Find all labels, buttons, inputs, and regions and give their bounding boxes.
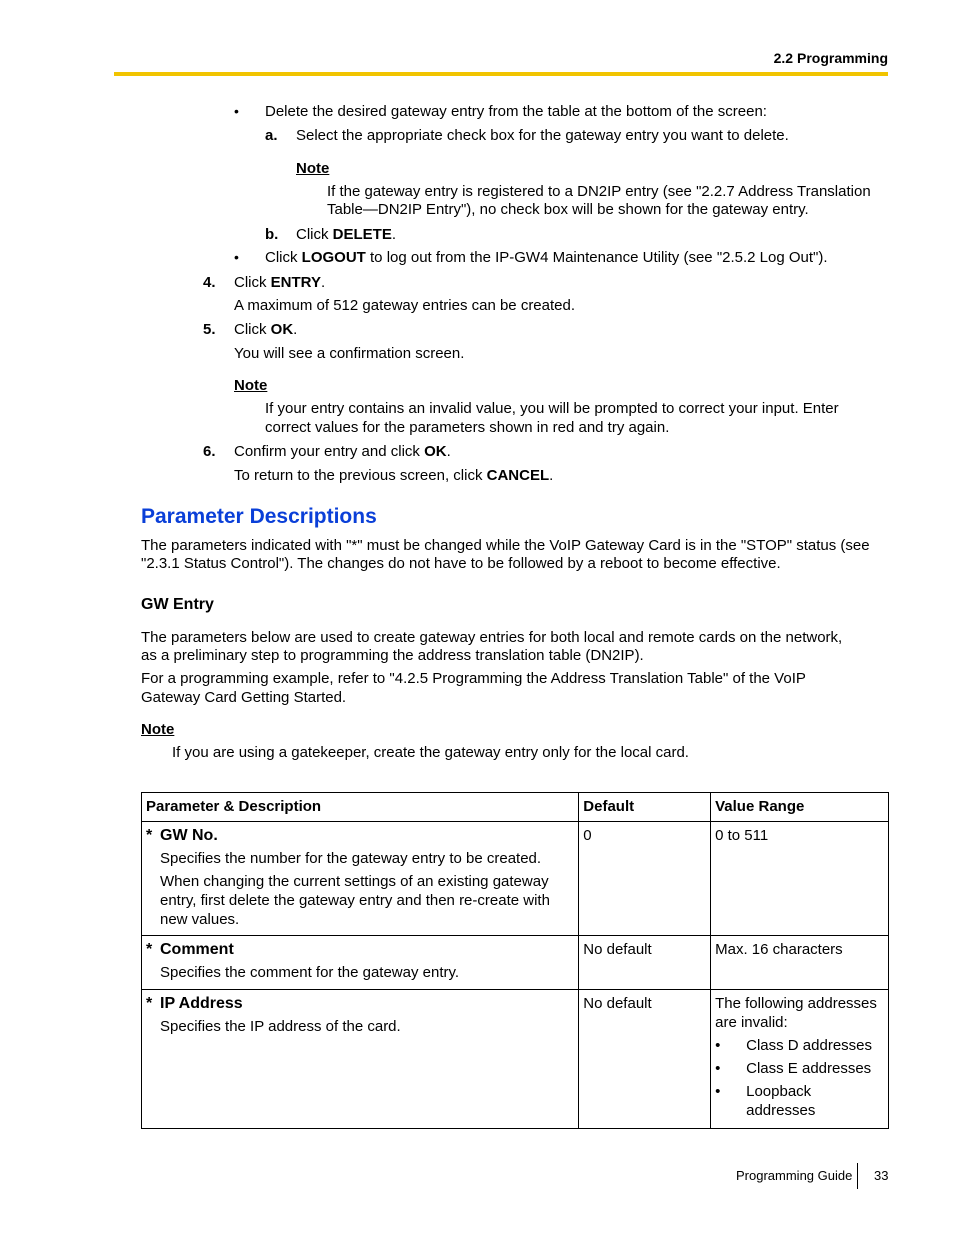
cancel-keyword: CANCEL: [486, 467, 550, 484]
text-run: .: [446, 443, 451, 460]
sub-a-marker: a.: [265, 127, 278, 144]
bullet: •: [715, 1060, 721, 1077]
intro-text: The parameters indicated with "*" must be changed while the VoIP Gateway Card is in the "STOP" status (see: [141, 537, 870, 554]
note-text: If you are using a gatekeeper, create the gateway entry only for the local card.: [172, 744, 689, 761]
range-cell: 0 to 511: [711, 822, 889, 936]
default-cell: No default: [579, 990, 711, 1129]
step-6-text: [234, 442, 451, 461]
step-5-text: [234, 320, 297, 339]
invalid-address-list: [715, 1036, 884, 1120]
text-run: Confirm your entry and click: [234, 443, 425, 460]
step-4-text: [234, 273, 325, 292]
ok-keyword: OK: [424, 443, 447, 460]
column-header: Value Range: [711, 793, 889, 822]
list-item-text: Class D addresses: [746, 1037, 873, 1054]
logout-bullet-text: [265, 248, 828, 267]
note-text: Table—DN2IP Entry"), no check box will be shown for the gateway entry.: [327, 201, 809, 218]
list-item-text: Class E addresses: [746, 1060, 872, 1077]
list-item: [715, 1036, 884, 1055]
list-item-text: Loopback addresses: [746, 1083, 816, 1119]
ok-keyword: OK: [270, 321, 294, 338]
delete-bullet-text: Delete the desired gateway entry from the table at the bottom of the screen:: [265, 103, 767, 120]
paragraph: Gateway Card Getting Started.: [141, 689, 347, 706]
parameter-title: [146, 994, 574, 1013]
step-6-detail: [234, 466, 553, 485]
note-label: Note: [234, 377, 268, 394]
required-star: *: [146, 995, 153, 1012]
header-rule: [114, 72, 888, 76]
parameter-table: [141, 792, 889, 1129]
step-number: 4.: [203, 274, 216, 291]
parameter-cell: [142, 936, 579, 990]
table-row: [142, 936, 889, 990]
list-item: [715, 1059, 884, 1078]
range-cell: [711, 990, 889, 1129]
text-run: to log out from the IP-GW4 Maintenance Utility (see "2.5.2 Log Out").: [365, 249, 828, 266]
text-run: Click: [234, 274, 271, 291]
text-run: .: [320, 274, 326, 291]
parameter-title: [146, 826, 574, 845]
list-item: [715, 1082, 884, 1120]
step-number: 5.: [203, 321, 216, 338]
sub-b-text: [296, 225, 396, 244]
footer-label: Programming Guide: [736, 1168, 853, 1183]
table-row: [142, 990, 889, 1129]
step-4-detail: A maximum of 512 gateway entries can be created.: [234, 297, 576, 314]
parameter-description: When changing the current settings of an existing gateway entry, first delete the gateway entry and then re-create with new values.: [160, 873, 550, 928]
note-text: If the gateway entry is registered to a DN2IP entry (see "2.2.7 Address Translation: [327, 183, 871, 200]
section-label: 2.2 Programming: [773, 50, 888, 66]
range-intro: The following addresses are invalid:: [715, 995, 877, 1031]
bullet: •: [234, 249, 239, 265]
text-run: To return to the previous screen, click: [234, 467, 487, 484]
parameter-description: Specifies the number for the gateway entry to be created.: [160, 850, 542, 867]
footer-divider: [857, 1163, 858, 1189]
note-label: Note: [296, 160, 330, 177]
default-cell: No default: [579, 936, 711, 990]
section-heading: Parameter Descriptions: [141, 505, 377, 528]
parameter-name: IP Address: [160, 995, 243, 1012]
note-text: correct values for the parameters shown in red and try again.: [265, 419, 670, 436]
bullet: •: [715, 1083, 721, 1100]
note-label: Note: [141, 721, 175, 738]
bullet: •: [715, 1037, 721, 1054]
table-header-row: [142, 793, 889, 822]
text-run: .: [293, 321, 298, 338]
parameter-cell: [142, 822, 579, 936]
paragraph: For a programming example, refer to "4.2.5 Programming the Address Translation Table" of the VoIP: [141, 670, 806, 687]
parameter-name: GW No.: [160, 827, 218, 844]
column-header: Default: [579, 793, 711, 822]
parameter-description: Specifies the comment for the gateway entry.: [160, 964, 460, 981]
logout-keyword: LOGOUT: [301, 249, 366, 266]
parameter-name: Comment: [160, 941, 234, 958]
bullet: •: [234, 103, 239, 119]
column-header: Parameter & Description: [142, 793, 579, 822]
required-star: *: [146, 941, 153, 958]
sub-b-marker: b.: [265, 226, 279, 243]
text-run: Click: [265, 249, 302, 266]
text-run: Click: [234, 321, 271, 338]
paragraph: The parameters below are used to create gateway entries for both local and remote cards on the network,: [141, 629, 843, 646]
text-run: .: [391, 226, 397, 243]
parameter-description: Specifies the IP address of the card.: [160, 1018, 401, 1035]
note-text: If your entry contains an invalid value, you will be prompted to correct your input. Enter: [265, 400, 839, 417]
page-number: 33: [874, 1168, 889, 1183]
step-number: 6.: [203, 443, 216, 460]
text-run: .: [549, 467, 554, 484]
table-row: [142, 822, 889, 936]
text-run: Click: [296, 226, 333, 243]
delete-keyword: DELETE: [332, 226, 392, 243]
parameter-cell: [142, 990, 579, 1129]
parameter-title: [146, 940, 574, 959]
required-star: *: [146, 827, 153, 844]
step-5-detail: You will see a confirmation screen.: [234, 345, 465, 362]
range-cell: Max. 16 characters: [711, 936, 889, 990]
paragraph: as a preliminary step to programming the address translation table (DN2IP).: [141, 647, 644, 664]
intro-text: "2.3.1 Status Control"). The changes do not have to be followed by a reboot to become effective.: [141, 555, 781, 572]
default-cell: 0: [579, 822, 711, 936]
sub-a-text: Select the appropriate check box for the gateway entry you want to delete.: [296, 127, 789, 144]
subheading: GW Entry: [141, 596, 214, 613]
entry-keyword: ENTRY: [270, 274, 321, 291]
